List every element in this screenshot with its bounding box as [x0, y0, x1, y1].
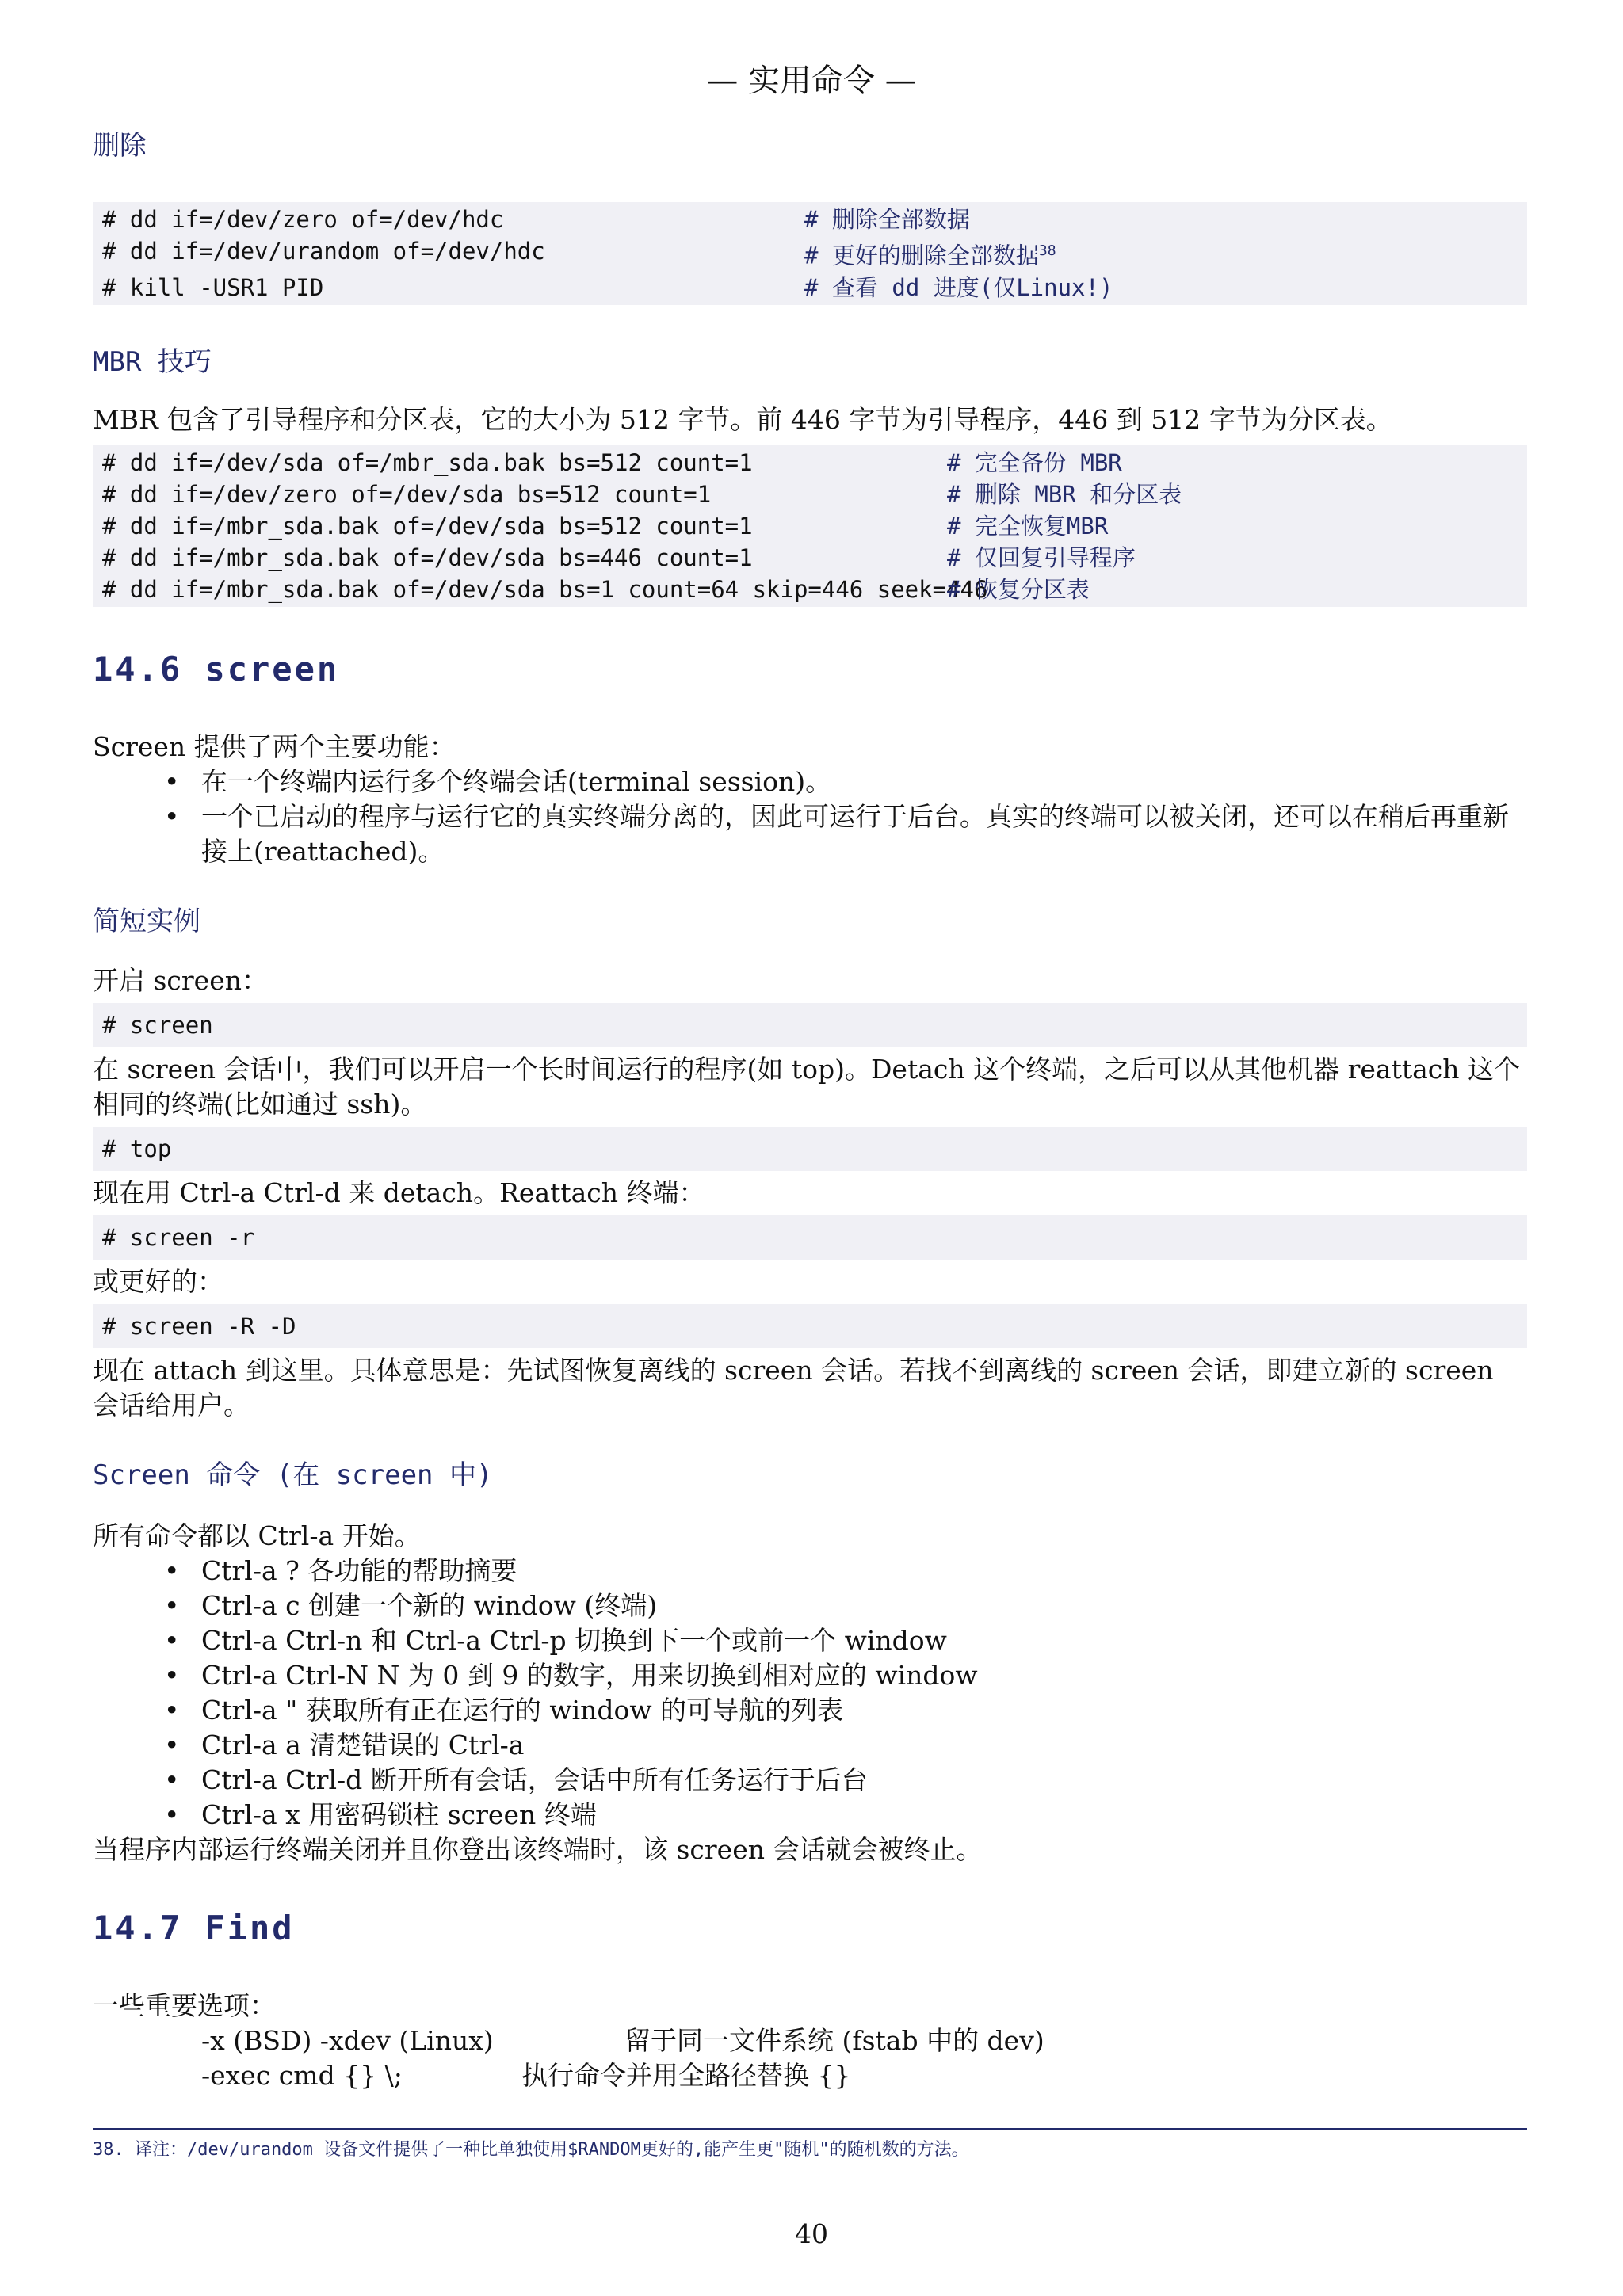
- list-item: • Ctrl-a x 用密码锁柱 screen 终端: [164, 1798, 1527, 1833]
- feature-list: [93, 765, 1527, 869]
- mbr-intro: MBR 包含了引导程序和分区表，它的大小为 512 字节。前 446 字节为引导程序，446 到 512 字节为分区表。: [93, 403, 1392, 435]
- subheading-example: 简短实例: [93, 905, 200, 937]
- session-text: 在 screen 会话中，我们可以开启一个长时间运行的程序(如 top)。Detach 这个终端，之后可以从其他机器 reattach 这个相同的终端(比如通过 ssh)。: [93, 1053, 1521, 1119]
- list-item: • 在一个终端内运行多个终端会话(terminal session)。: [164, 765, 1527, 799]
- code-top: # top: [93, 1127, 1527, 1171]
- commands-intro: 所有命令都以 Ctrl-a 开始。: [93, 1520, 421, 1551]
- page-content: [93, 119, 1527, 2093]
- code-block-mbr: [93, 445, 1527, 607]
- list-item: • Ctrl-a Ctrl-n 和 Ctrl-a Ctrl-p 切换到下一个或前一个 window: [164, 1623, 1527, 1658]
- section-heading-screen: 14.6 screen: [93, 649, 340, 688]
- code-row: # dd if=/mbr_sda.bak of=/dev/sda bs=512 count=1 # 完全恢复MBR: [102, 512, 1109, 540]
- page-number: 40: [795, 2218, 828, 2249]
- code-row: # dd if=/dev/zero of=/dev/hdc # 删除全部数据: [102, 206, 970, 233]
- code-row: # dd if=/dev/urandom of=/dev/hdc # 更好的删除全部数据$^{38}$: [102, 238, 1056, 269]
- code-screen: # screen: [93, 1003, 1527, 1047]
- list-item: • Ctrl-a Ctrl-d 断开所有会话，会话中所有任务运行于后台: [164, 1763, 1527, 1798]
- section-heading-find: 14.7 Find: [93, 1908, 295, 1947]
- footnote-rule: [93, 2128, 1527, 2130]
- footnote: 38. 译注：/dev/urandom 设备文件提供了一种比单独使用$RANDOM更好的,能产生更"随机"的随机数的方法。: [93, 2140, 969, 2160]
- code-row: # dd if=/mbr_sda.bak of=/dev/sda bs=446 count=1 # 仅回复引导程序: [102, 543, 1136, 571]
- running-header: — 实用命令 —: [706, 63, 917, 99]
- footnote-ref[interactable]: 38: [1038, 242, 1056, 259]
- code-row: # kill -USR1 PID # 查看 dd 进度(仅Linux!): [102, 273, 1113, 301]
- list-item: • Ctrl-a c 创建一个新的 window (终端): [164, 1589, 1527, 1623]
- list-item: • Ctrl-a " 获取所有正在运行的 window 的可导航的列表: [164, 1693, 1527, 1728]
- list-item: • Ctrl-a Ctrl-N N 为 0 到 9 的数字，用来切换到相对应的 window: [164, 1658, 1527, 1693]
- code-row: # dd if=/dev/sda of=/mbr_sda.bak bs=512 count=1 # 完全备份 MBR: [102, 448, 1122, 476]
- subheading-screen-commands: Screen 命令 (在 screen 中): [93, 1459, 493, 1491]
- command-list: [93, 1554, 1527, 1833]
- closing-text: 当程序内部运行终端关闭并且你登出该终端时，该 screen 会话就会被终止。: [93, 1833, 983, 1865]
- better-text: 或更好的：: [93, 1265, 223, 1297]
- subheading-mbr: MBR 技巧: [93, 345, 212, 378]
- code-block-delete: [93, 202, 1527, 305]
- list-item: • Ctrl-a a 清楚错误的 Ctrl-a: [164, 1728, 1527, 1763]
- code-reattach: # screen -r: [93, 1215, 1527, 1260]
- attach-text: 现在 attach 到这里。具体意思是：先试图恢复离线的 screen 会话。若找不到离线的 screen 会话，即建立新的 screen 会话给用户。: [93, 1354, 1494, 1421]
- list-item: • Ctrl-a ? 各功能的帮助摘要: [164, 1554, 1527, 1589]
- find-intro: 一些重要选项：: [93, 1989, 276, 2021]
- screen-intro: Screen 提供了两个主要功能：: [93, 730, 456, 762]
- code-row: # dd if=/dev/zero of=/dev/sda bs=512 count=1 # 删除 MBR 和分区表: [102, 480, 1182, 508]
- code-better: # screen -R -D: [93, 1304, 1527, 1348]
- option-row: -x (BSD) -xdev (Linux) 留于同一文件系统 (fstab 中的 dev): [201, 2024, 1044, 2056]
- code-row: # dd if=/mbr_sda.bak of=/dev/sda bs=1 count=64 skip=446 seek=446 # 恢复分区表: [102, 575, 1090, 603]
- detach-text: 现在用 Ctrl-a Ctrl-d 来 detach。Reattach 终端：: [93, 1177, 705, 1208]
- option-row: -exec cmd {} \; 执行命令并用全路径替换 {}: [201, 2059, 851, 2091]
- start-text: 开启 screen：: [93, 964, 268, 996]
- subheading-delete: 删除: [93, 130, 147, 162]
- list-item: • 一个已启动的程序与运行它的真实终端分离的，因此可运行于后台。真实的终端可以被关闭，还可以在稍后再重新接上(reattached)。: [164, 799, 1527, 869]
